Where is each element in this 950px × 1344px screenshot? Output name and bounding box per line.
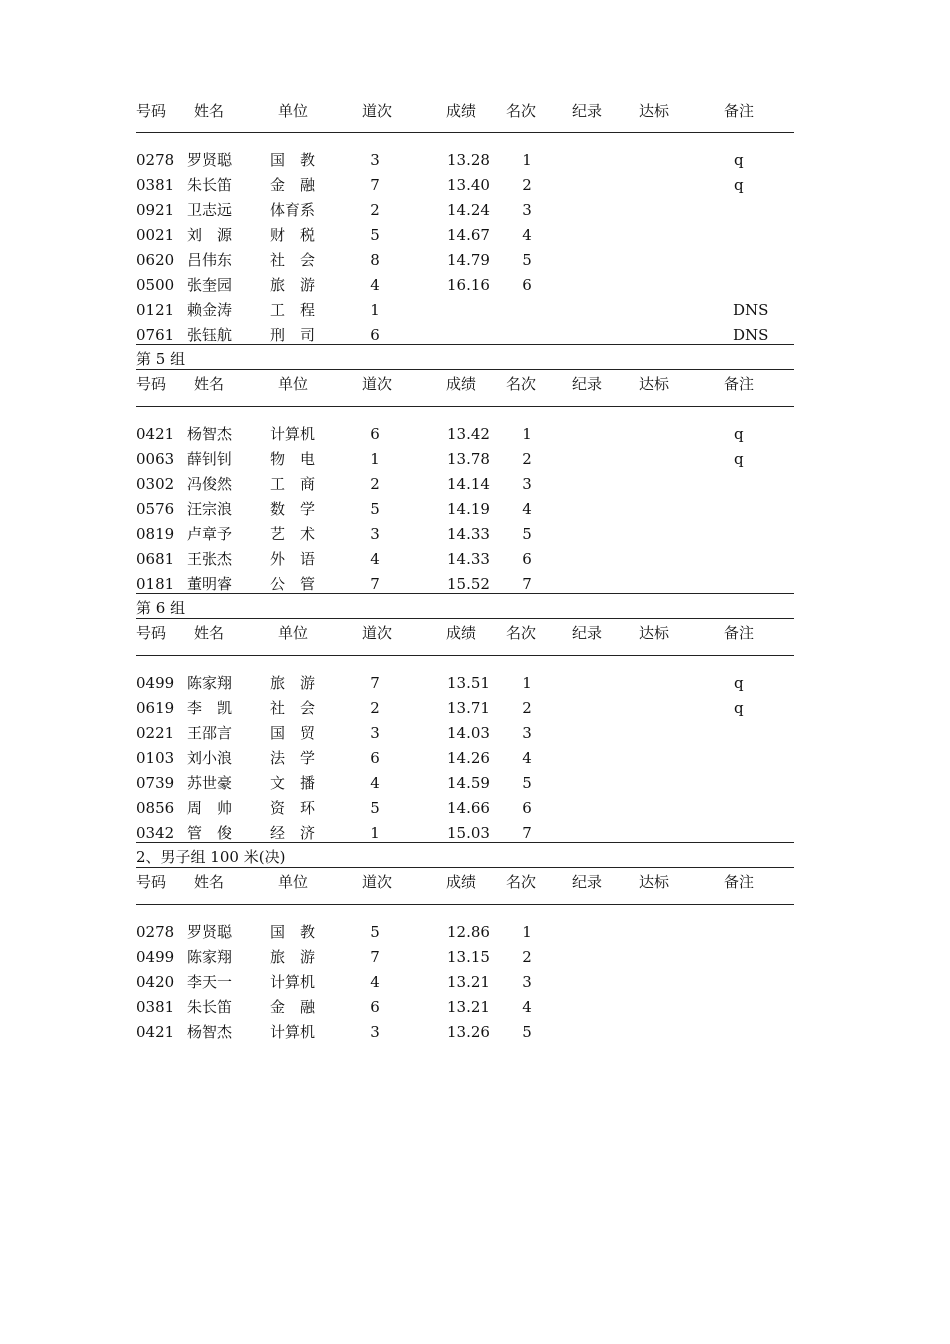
cell-unit: 国 贸 xyxy=(270,724,316,742)
cell-unit: 艺 术 xyxy=(270,525,316,543)
cell-rank: 1 xyxy=(522,151,532,169)
cell-name: 冯俊然 xyxy=(187,475,233,493)
cell-number: 0500 xyxy=(136,276,175,294)
cell-number: 0381 xyxy=(136,998,175,1016)
cell-score: 16.16 xyxy=(447,276,490,294)
cell-rank: 4 xyxy=(522,998,532,1016)
cell-lane: 5 xyxy=(370,500,380,518)
cell-rank: 2 xyxy=(522,176,532,194)
group-title: 2、男子组 100 米(决) xyxy=(136,848,286,866)
cell-unit: 计算机 xyxy=(270,425,316,443)
cell-remark: q xyxy=(734,425,744,443)
header-score: 成绩 xyxy=(446,873,477,891)
cell-name: 刘 源 xyxy=(187,226,233,244)
header-lane: 道次 xyxy=(362,624,393,642)
cell-score: 14.14 xyxy=(447,475,490,493)
cell-lane: 7 xyxy=(370,575,380,593)
header-remark: 备注 xyxy=(724,375,755,393)
cell-name: 朱长笛 xyxy=(187,176,233,194)
header-rank: 名次 xyxy=(506,102,537,120)
cell-number: 0620 xyxy=(136,251,175,269)
table-row xyxy=(136,721,794,746)
cell-lane: 4 xyxy=(370,276,380,294)
cell-unit: 财 税 xyxy=(270,226,316,244)
column-header-row xyxy=(136,621,794,646)
header-unit: 单位 xyxy=(278,873,309,891)
cell-name: 卢章予 xyxy=(187,525,233,543)
table-row xyxy=(136,970,794,995)
cell-name: 陈家翔 xyxy=(187,948,233,966)
cell-number: 0421 xyxy=(136,1023,175,1041)
header-score: 成绩 xyxy=(446,102,477,120)
cell-unit: 工 商 xyxy=(270,475,316,493)
cell-number: 0761 xyxy=(136,326,175,344)
column-header-row xyxy=(136,372,794,397)
cell-rank: 7 xyxy=(522,824,532,842)
cell-rank: 6 xyxy=(522,276,532,294)
header-score: 成绩 xyxy=(446,624,477,642)
cell-lane: 5 xyxy=(370,226,380,244)
header-rank: 名次 xyxy=(506,624,537,642)
cell-score: 14.33 xyxy=(447,525,490,543)
cell-number: 0221 xyxy=(136,724,175,742)
cell-score: 13.15 xyxy=(447,948,490,966)
header-record: 纪录 xyxy=(572,375,603,393)
cell-lane: 3 xyxy=(370,525,380,543)
cell-lane: 5 xyxy=(370,799,380,817)
table-row xyxy=(136,223,794,248)
cell-name: 薛钊钊 xyxy=(187,450,233,468)
cell-rank: 1 xyxy=(522,923,532,941)
cell-name: 陈家翔 xyxy=(187,674,233,692)
table-row xyxy=(136,148,794,173)
header-standard: 达标 xyxy=(639,624,670,642)
divider-line xyxy=(136,344,794,345)
header-standard: 达标 xyxy=(639,375,670,393)
header-remark: 备注 xyxy=(724,102,755,120)
header-record: 纪录 xyxy=(572,624,603,642)
cell-rank: 5 xyxy=(522,1023,532,1041)
table-row xyxy=(136,771,794,796)
cell-rank: 3 xyxy=(522,724,532,742)
cell-score: 14.03 xyxy=(447,724,490,742)
cell-name: 卫志远 xyxy=(187,201,233,219)
cell-lane: 6 xyxy=(370,998,380,1016)
cell-lane: 2 xyxy=(370,201,380,219)
cell-lane: 4 xyxy=(370,973,380,991)
cell-unit: 国 教 xyxy=(270,151,316,169)
cell-rank: 6 xyxy=(522,550,532,568)
cell-unit: 计算机 xyxy=(270,973,316,991)
cell-lane: 3 xyxy=(370,1023,380,1041)
table-row xyxy=(136,472,794,497)
header-unit: 单位 xyxy=(278,102,309,120)
cell-name: 王张杰 xyxy=(187,550,233,568)
cell-score: 14.24 xyxy=(447,201,490,219)
table-row xyxy=(136,248,794,273)
cell-unit: 文 播 xyxy=(270,774,316,792)
cell-number: 0181 xyxy=(136,575,175,593)
cell-score: 15.52 xyxy=(447,575,490,593)
header-lane: 道次 xyxy=(362,102,393,120)
cell-lane: 7 xyxy=(370,674,380,692)
cell-rank: 4 xyxy=(522,226,532,244)
cell-name: 罗贤聪 xyxy=(187,923,233,941)
cell-lane: 5 xyxy=(370,923,380,941)
table-row xyxy=(136,422,794,447)
table-row xyxy=(136,671,794,696)
cell-score: 14.26 xyxy=(447,749,490,767)
cell-name: 杨智杰 xyxy=(187,1023,233,1041)
header-number: 号码 xyxy=(136,873,167,891)
divider-line xyxy=(136,867,794,868)
table-row xyxy=(136,173,794,198)
cell-number: 0021 xyxy=(136,226,175,244)
cell-remark: DNS xyxy=(733,326,769,344)
cell-name: 周 帅 xyxy=(187,799,233,817)
cell-number: 0302 xyxy=(136,475,175,493)
table-row xyxy=(136,273,794,298)
cell-rank: 4 xyxy=(522,500,532,518)
cell-lane: 1 xyxy=(370,301,380,319)
cell-name: 朱长笛 xyxy=(187,998,233,1016)
cell-rank: 7 xyxy=(522,575,532,593)
cell-number: 0819 xyxy=(136,525,175,543)
cell-number: 0921 xyxy=(136,201,175,219)
cell-rank: 4 xyxy=(522,749,532,767)
header-rank: 名次 xyxy=(506,873,537,891)
header-number: 号码 xyxy=(136,102,167,120)
cell-unit: 国 教 xyxy=(270,923,316,941)
divider-line xyxy=(136,904,794,905)
cell-name: 张奎园 xyxy=(187,276,233,294)
cell-lane: 7 xyxy=(370,176,380,194)
header-lane: 道次 xyxy=(362,873,393,891)
cell-number: 0121 xyxy=(136,301,175,319)
cell-remark: DNS xyxy=(733,301,769,319)
cell-unit: 社 会 xyxy=(270,699,316,717)
cell-lane: 6 xyxy=(370,326,380,344)
cell-unit: 体育系 xyxy=(270,201,316,219)
cell-unit: 金 融 xyxy=(270,176,316,194)
header-name: 姓名 xyxy=(194,375,225,393)
table-row xyxy=(136,920,794,945)
cell-unit: 经 济 xyxy=(270,824,316,842)
cell-lane: 1 xyxy=(370,824,380,842)
cell-lane: 6 xyxy=(370,425,380,443)
cell-unit: 旅 游 xyxy=(270,674,316,692)
cell-rank: 2 xyxy=(522,450,532,468)
cell-lane: 8 xyxy=(370,251,380,269)
cell-number: 0063 xyxy=(136,450,175,468)
table-row xyxy=(136,1020,794,1045)
cell-number: 0681 xyxy=(136,550,175,568)
cell-unit: 旅 游 xyxy=(270,276,316,294)
group-title: 第 6 组 xyxy=(136,599,186,617)
cell-number: 0856 xyxy=(136,799,175,817)
cell-lane: 4 xyxy=(370,550,380,568)
cell-rank: 3 xyxy=(522,201,532,219)
cell-rank: 5 xyxy=(522,525,532,543)
cell-score: 15.03 xyxy=(447,824,490,842)
cell-lane: 1 xyxy=(370,450,380,468)
cell-rank: 2 xyxy=(522,699,532,717)
table-row xyxy=(136,497,794,522)
divider-line xyxy=(136,655,794,656)
table-row xyxy=(136,447,794,472)
cell-unit: 金 融 xyxy=(270,998,316,1016)
cell-score: 13.21 xyxy=(447,973,490,991)
cell-number: 0739 xyxy=(136,774,175,792)
table-row xyxy=(136,796,794,821)
cell-name: 李天一 xyxy=(187,973,233,991)
cell-score: 14.33 xyxy=(447,550,490,568)
cell-number: 0278 xyxy=(136,923,175,941)
cell-score: 13.42 xyxy=(447,425,490,443)
cell-unit: 刑 司 xyxy=(270,326,316,344)
cell-score: 13.28 xyxy=(447,151,490,169)
cell-score: 14.67 xyxy=(447,226,490,244)
table-row xyxy=(136,746,794,771)
cell-unit: 资 环 xyxy=(270,799,316,817)
header-name: 姓名 xyxy=(194,624,225,642)
cell-unit: 法 学 xyxy=(270,749,316,767)
header-rank: 名次 xyxy=(506,375,537,393)
cell-name: 张钰航 xyxy=(187,326,233,344)
table-row xyxy=(136,696,794,721)
header-remark: 备注 xyxy=(724,624,755,642)
table-row xyxy=(136,198,794,223)
cell-rank: 1 xyxy=(522,425,532,443)
header-score: 成绩 xyxy=(446,375,477,393)
cell-unit: 工 程 xyxy=(270,301,316,319)
cell-rank: 1 xyxy=(522,674,532,692)
header-standard: 达标 xyxy=(639,873,670,891)
divider-line xyxy=(136,842,794,843)
cell-number: 0342 xyxy=(136,824,175,842)
cell-name: 董明睿 xyxy=(187,575,233,593)
cell-lane: 3 xyxy=(370,151,380,169)
cell-score: 13.78 xyxy=(447,450,490,468)
cell-unit: 数 学 xyxy=(270,500,316,518)
cell-remark: q xyxy=(734,450,744,468)
table-row xyxy=(136,522,794,547)
header-remark: 备注 xyxy=(724,873,755,891)
divider-line xyxy=(136,618,794,619)
header-number: 号码 xyxy=(136,375,167,393)
cell-score: 13.26 xyxy=(447,1023,490,1041)
cell-number: 0278 xyxy=(136,151,175,169)
header-number: 号码 xyxy=(136,624,167,642)
cell-rank: 6 xyxy=(522,799,532,817)
cell-score: 14.66 xyxy=(447,799,490,817)
cell-unit: 外 语 xyxy=(270,550,316,568)
cell-number: 0103 xyxy=(136,749,175,767)
cell-rank: 3 xyxy=(522,973,532,991)
header-unit: 单位 xyxy=(278,375,309,393)
cell-name: 王邵言 xyxy=(187,724,233,742)
cell-number: 0619 xyxy=(136,699,175,717)
cell-number: 0420 xyxy=(136,973,175,991)
cell-unit: 物 电 xyxy=(270,450,316,468)
cell-score: 13.21 xyxy=(447,998,490,1016)
cell-rank: 5 xyxy=(522,774,532,792)
divider-line xyxy=(136,406,794,407)
cell-number: 0499 xyxy=(136,948,175,966)
cell-name: 杨智杰 xyxy=(187,425,233,443)
group-title: 第 5 组 xyxy=(136,350,186,368)
header-record: 纪录 xyxy=(572,873,603,891)
table-row xyxy=(136,995,794,1020)
cell-unit: 旅 游 xyxy=(270,948,316,966)
cell-name: 吕伟东 xyxy=(187,251,233,269)
column-header-row xyxy=(136,870,794,895)
cell-number: 0576 xyxy=(136,500,175,518)
divider-line xyxy=(136,369,794,370)
header-record: 纪录 xyxy=(572,102,603,120)
cell-lane: 2 xyxy=(370,699,380,717)
cell-score: 14.79 xyxy=(447,251,490,269)
divider-line xyxy=(136,132,794,133)
table-row xyxy=(136,547,794,572)
cell-number: 0381 xyxy=(136,176,175,194)
header-name: 姓名 xyxy=(194,102,225,120)
cell-unit: 公 管 xyxy=(270,575,316,593)
header-unit: 单位 xyxy=(278,624,309,642)
cell-score: 12.86 xyxy=(447,923,490,941)
cell-unit: 计算机 xyxy=(270,1023,316,1041)
cell-lane: 3 xyxy=(370,724,380,742)
cell-score: 14.59 xyxy=(447,774,490,792)
cell-number: 0421 xyxy=(136,425,175,443)
header-name: 姓名 xyxy=(194,873,225,891)
cell-unit: 社 会 xyxy=(270,251,316,269)
cell-rank: 5 xyxy=(522,251,532,269)
cell-lane: 6 xyxy=(370,749,380,767)
header-lane: 道次 xyxy=(362,375,393,393)
table-row xyxy=(136,298,794,323)
cell-name: 汪宗浪 xyxy=(187,500,233,518)
cell-score: 13.51 xyxy=(447,674,490,692)
cell-score: 14.19 xyxy=(447,500,490,518)
table-row xyxy=(136,945,794,970)
cell-remark: q xyxy=(734,699,744,717)
cell-remark: q xyxy=(734,176,744,194)
cell-name: 赖金涛 xyxy=(187,301,233,319)
cell-lane: 7 xyxy=(370,948,380,966)
cell-score: 13.71 xyxy=(447,699,490,717)
cell-score: 13.40 xyxy=(447,176,490,194)
cell-name: 刘小浪 xyxy=(187,749,233,767)
column-header-row xyxy=(136,99,794,124)
cell-rank: 3 xyxy=(522,475,532,493)
cell-rank: 2 xyxy=(522,948,532,966)
header-standard: 达标 xyxy=(639,102,670,120)
cell-name: 罗贤聪 xyxy=(187,151,233,169)
cell-lane: 4 xyxy=(370,774,380,792)
cell-name: 苏世豪 xyxy=(187,774,233,792)
cell-remark: q xyxy=(734,151,744,169)
cell-remark: q xyxy=(734,674,744,692)
divider-line xyxy=(136,593,794,594)
cell-number: 0499 xyxy=(136,674,175,692)
cell-name: 李 凯 xyxy=(187,699,233,717)
cell-name: 管 俊 xyxy=(187,824,233,842)
cell-lane: 2 xyxy=(370,475,380,493)
